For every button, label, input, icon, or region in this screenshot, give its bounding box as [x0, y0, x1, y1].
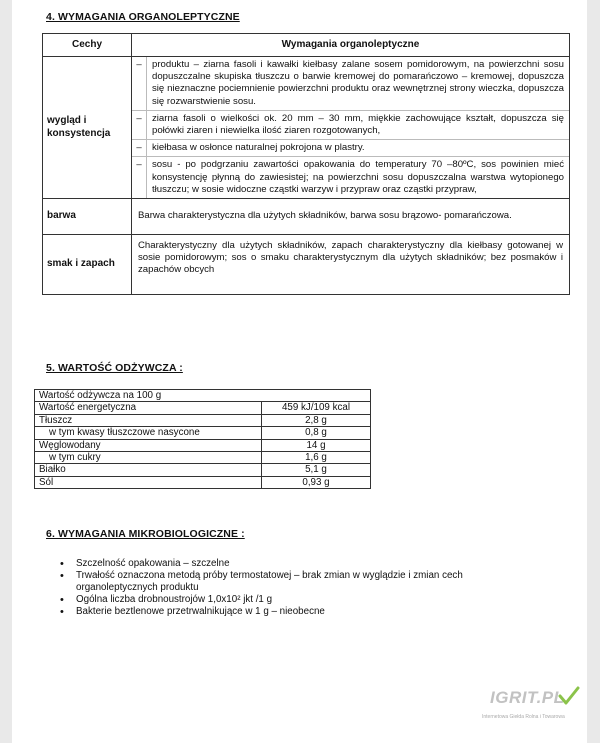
microbiological-list [60, 558, 540, 618]
nutrient-value: 459 kJ/109 kcal [262, 402, 371, 414]
nutrient-name: Tłuszcz [35, 414, 262, 426]
row-label: smak i zapach [43, 235, 132, 295]
table-row [35, 464, 371, 476]
table-row [35, 390, 371, 402]
table-row [43, 199, 570, 235]
header-wymagania: Wymagania organoleptyczne [132, 34, 570, 57]
document-page [12, 0, 587, 743]
nutrient-value: 14 g [262, 439, 371, 451]
nutrient-name: Węglowodany [35, 439, 262, 451]
sub-text: produktu – ziarna fasoli i kawałki kiełbasy zalane sosem pomidorowym, na powierzchni sosu dopuszczalne skupiska tłuszczu o barwie kremowej do pomarańczowo – kremowej, dopuszcza się nieznaczne pociemnienie powierzchni produktu oraz wewnętrznej strony wieczka, dopuszcza się rozwarstwienie sosu. [152, 59, 564, 107]
sub-row [132, 140, 569, 157]
sub-text: ziarna fasoli o wielkości ok. 20 mm – 30 mm, miękkie zachowujące kształt, dopuszcza się połówki ziaren i niewielka ilość ziaren rozgotowanych, [152, 112, 564, 137]
sub-row [132, 157, 569, 198]
section-6-title: 6. WYMAGANIA MIKROBIOLOGICZNE : [46, 528, 245, 540]
table-row [35, 402, 371, 414]
table-row [43, 235, 570, 295]
row-content: Barwa charakterystyczna dla użytych składników, barwa sosu brązowo- pomarańczowa. [132, 199, 570, 235]
sub-row [132, 57, 569, 111]
section-5-title: 5. WARTOŚĆ ODŻYWCZA : [46, 362, 183, 374]
row-label: wygląd i konsystencja [43, 57, 132, 199]
table-row [43, 57, 570, 199]
table-row [35, 476, 371, 488]
checkmark-icon [558, 686, 580, 706]
dash-marker: – [132, 157, 147, 198]
nutrition-table [34, 389, 371, 489]
list-item: • Ogólna liczba drobnoustrojów 1,0x10² jkt /1 g [60, 594, 540, 606]
dash-marker: – [132, 140, 147, 156]
nutrient-value: 2,8 g [262, 414, 371, 426]
nutrient-value: 5,1 g [262, 464, 371, 476]
nutrient-name: Białko [35, 464, 262, 476]
row-content [132, 57, 570, 199]
sub-text: kiełbasa w osłonce naturalnej pokrojona w plastry. [152, 142, 365, 154]
table-row [35, 427, 371, 439]
list-item: • Trwałość oznaczona metodą próby termostatowej – brak zmian w wyglądzie i zmian cech organoleptycznych produktu [60, 570, 540, 594]
list-item: • Bakterie beztlenowe przetrwalnikujące w 1 g – nieobecne [60, 606, 540, 618]
row-label: barwa [43, 199, 132, 235]
table-row [35, 414, 371, 426]
dash-marker: – [132, 111, 147, 139]
organoleptic-table [42, 33, 570, 295]
row-content: Charakterystyczny dla użytych składników, zapach charakterystyczny dla kiełbasy gotowanej w sosie pomidorowym; sos o smaku charakterystycznym dla użytych składników; bez posmaków i zapachów obcych [132, 235, 570, 295]
header-cechy: Cechy [43, 34, 132, 57]
igrit-logo: IGRIT.PL [490, 688, 565, 707]
nutrient-name: Wartość energetyczna [35, 402, 262, 414]
nutrient-value: 0,93 g [262, 476, 371, 488]
dash-marker: – [132, 57, 147, 110]
table-row [35, 452, 371, 464]
nutrient-name: w tym cukry [35, 452, 262, 464]
logo-tagline: Internetowa Giełda Rolna i Towarowa [482, 714, 565, 720]
table-row [35, 439, 371, 451]
section-4-title: 4. WYMAGANIA ORGANOLEPTYCZNE [46, 11, 240, 23]
nutrient-name: w tym kwasy tłuszczowe nasycone [35, 427, 262, 439]
nutrition-header: Wartość odżywcza na 100 g [35, 390, 371, 402]
list-item: • Szczelność opakowania – szczelne [60, 558, 540, 570]
table-header-row [43, 34, 570, 57]
sub-text: sosu - po podgrzaniu zawartości opakowania do temperatury 70 –80ºC, sos powinien mieć konsystencję płynną do zawiesistej; na powierzchni sosu dopuszczalna warstwa wytopionego tłuszczu; w sosie widoczne cząstki warzyw i przypraw oraz cząstki przypraw, [152, 159, 564, 195]
nutrient-value: 0,8 g [262, 427, 371, 439]
nutrient-value: 1,6 g [262, 452, 371, 464]
nutrient-name: Sól [35, 476, 262, 488]
sub-row [132, 111, 569, 140]
